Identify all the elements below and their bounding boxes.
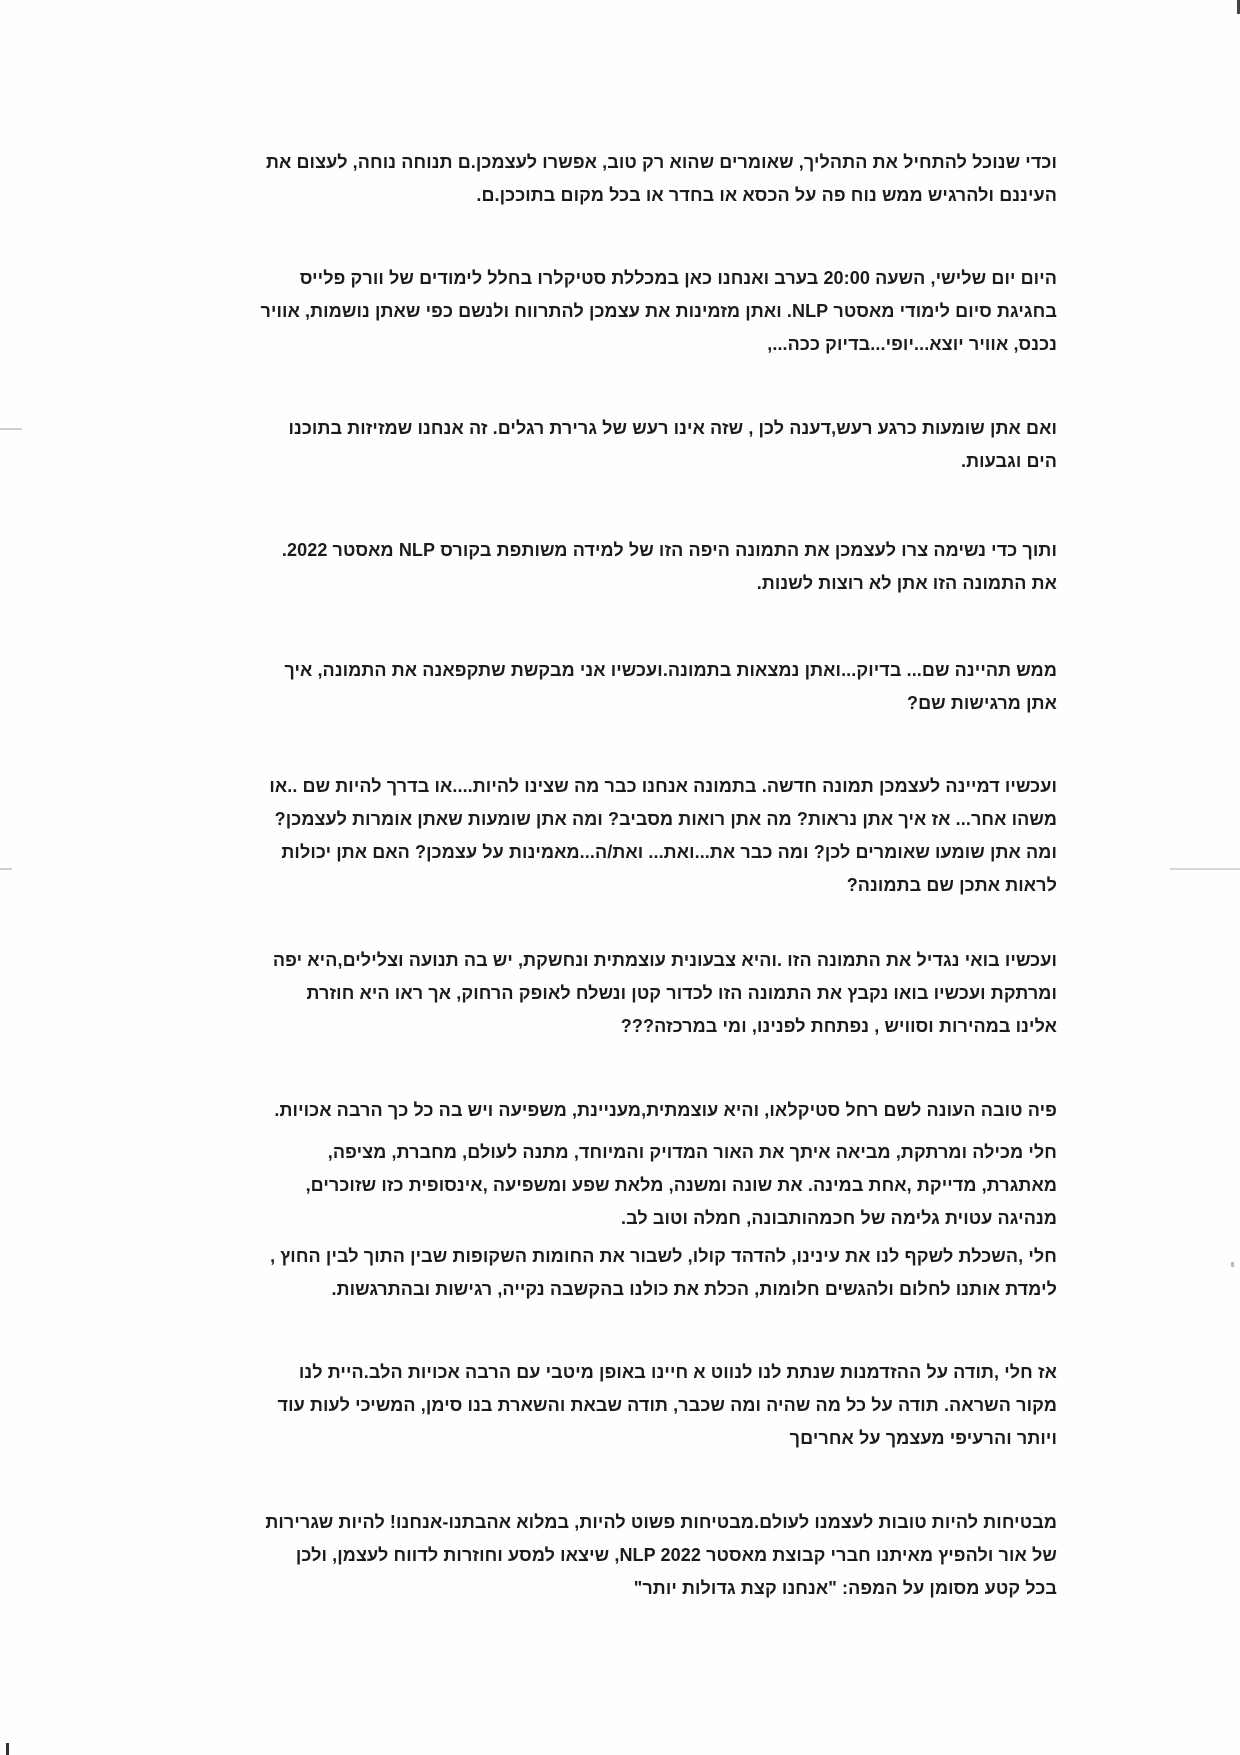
scan-edge-mark xyxy=(6,1743,9,1755)
paragraph-reflection xyxy=(177,1240,1057,1306)
scan-edge-mark xyxy=(1170,868,1240,870)
text-line: פיה טובה העונה לשם רחל סטיקלאו, והיא עוצמתית,מעניינת, משפיעה ויש בה כל כך הרבה אכויות. xyxy=(274,1100,1057,1120)
paragraph-promise xyxy=(177,1506,1057,1605)
text-line: נכנס, אוויר יוצא...יופי...בדיוק ככה..., xyxy=(767,334,1057,354)
text-line: מנהיגה עטוית גלימה של חכמהותבונה, חמלה וטוב לב. xyxy=(621,1208,1057,1228)
text-line: העיננם ולהרגיש ממש נוח פה על הכסא או בחדר או בכל מקום בתוככן.ם. xyxy=(476,185,1057,205)
paragraph-freeze xyxy=(177,654,1057,720)
text-line: ואם אתן שומעות כרגע רעש,דענה לכן , שזה אינו רעש של גרירת רגלים. זה אנחנו שמזיזות בתוכנו xyxy=(288,418,1057,438)
text-line: ועכשיו דמיינה לעצמכן תמונה חדשה. בתמונה אנחנו כבר מה שצינו להיות....או בדרך להיות שם ..או xyxy=(269,776,1057,796)
paragraph-picture xyxy=(177,534,1057,600)
text-line: חלי ,השכלת לשקף לנו את עינינו, להדהד קולו, לשבור את החומות השקופות שבין התוך לבין החוץ , xyxy=(270,1246,1057,1266)
text-line: מקור השראה. תודה על כל מה שהיה ומה שכבר, תודה שבאת והשארת בנו סימן, המשיכי לעות עוד xyxy=(277,1395,1057,1415)
text-line: ועכשיו בואי נגדיל את התמונה הזו .והיא צבעונית עוצמתית ונחשקת, יש בה תנועה וצלילים,היא יפה xyxy=(272,950,1057,970)
text-line: ומרתקת ועכשיו בואו נקבץ את התמונה הזו לכדור קטן ונשלח לאופק הרחוק, אך ראו היא חוזרת xyxy=(306,983,1057,1003)
text-line: ומה אתן שומעו שאומרים לכן? ומה כבר את...ואת... ואת/ה...מאמינות על עצמכן? האם אתן יכולות xyxy=(281,842,1057,862)
text-line: וכדי שנוכל להתחיל את התהליך, שאומרים שהוא רק טוב, אפשרו לעצמכן.ם תנוחה נוחה, לעצום את xyxy=(265,152,1057,172)
text-line: ויותר והרעיפי מעצמך על אחריםך xyxy=(789,1428,1057,1448)
text-line: לימדת אותנו לחלום ולהגשים חלומות, הכלת את כולנו בהקשבה נקייה, רגישות ובהתרגשות. xyxy=(331,1279,1057,1299)
text-line: אלינו במהירות וסוויש , נפתחת לפנינו, ומי במרכזה??? xyxy=(620,1016,1057,1036)
text-line: בחגיגת סיום לימודי מאסטר NLP. ואתן מזמינות את עצמכן להתרווח ולנשם כפי שאתן נושמות, אוויר xyxy=(260,301,1057,321)
text-line: בכל קטע מסומן על המפה: "אנחנו קצת גדולות יותר" xyxy=(633,1578,1057,1598)
text-line: חלי מכילה ומרתקת, מביאה איתך את האור המדויק והמיוחד, מתנה לעולם, מחברת, מציפה, xyxy=(327,1142,1057,1162)
paragraph-fairy xyxy=(177,1094,1057,1127)
text-line: לראות אתכן שם בתמונה? xyxy=(846,875,1057,895)
text-line: אז חלי ,תודה על ההזדמנות שנתת לנו לנווט א חיינו באופן מיטבי עם הרבה אכויות הלב.היית לנו xyxy=(298,1362,1057,1382)
paragraph-thanks xyxy=(177,1356,1057,1455)
scan-edge-mark xyxy=(0,428,22,430)
text-line: ממש תהיינה שם... בדיוק...ואתן נמצאות בתמונה.ועכשיו אני מבקשת שתקפאנה את התמונה, איך xyxy=(284,660,1057,680)
scan-edge-mark xyxy=(1231,1262,1234,1267)
paragraph-enlarge xyxy=(177,944,1057,1043)
text-line: אתן מרגישות שם? xyxy=(906,693,1057,713)
text-line: את התמונה הזו אתן לא רוצות לשנות. xyxy=(756,573,1057,593)
text-line: מבטיחות להיות טובות לעצמנו לעולם.מבטיחות פשוט להיות, במלוא אהבתנו-אנחנו! להיות שגרירות xyxy=(265,1512,1057,1532)
paragraph-noise xyxy=(177,412,1057,478)
scan-edge-mark xyxy=(0,868,12,870)
paragraph-intro xyxy=(177,146,1057,212)
text-line: של אור ולהפיץ מאיתנו חברי קבוצת מאסטר NLP 2022, שיצאו למסע וחוזרות לדווח לעצמן, ולכן xyxy=(295,1545,1057,1565)
paragraph-new-picture xyxy=(177,770,1057,902)
paragraph-time-place xyxy=(177,262,1057,361)
text-line: ותוך כדי נשימה צרו לעצמכן את התמונה היפה הזו של למידה משותפת בקורס NLP מאסטר 2022. xyxy=(281,540,1057,560)
text-line: הים וגבעות. xyxy=(961,451,1057,471)
text-line: מאתגרת, מדייקת ,אחת במינה. את שונה ומשנה, מלאת שפע ומשפיעה ,אינסופית כזו שזוכרים, xyxy=(305,1175,1057,1195)
text-line: משהו אחר... אז איך אתן נראות? מה אתן רואות מסביב? ומה אתן שומעות שאתן אומרות לעצמכן? xyxy=(274,809,1057,829)
paragraph-praise xyxy=(177,1136,1057,1235)
text-line: היום יום שלישי, השעה 20:00 בערב ואנחנו כאן במכללת סטיקלרו בחלל לימודים של וורק פלייס xyxy=(299,268,1057,288)
